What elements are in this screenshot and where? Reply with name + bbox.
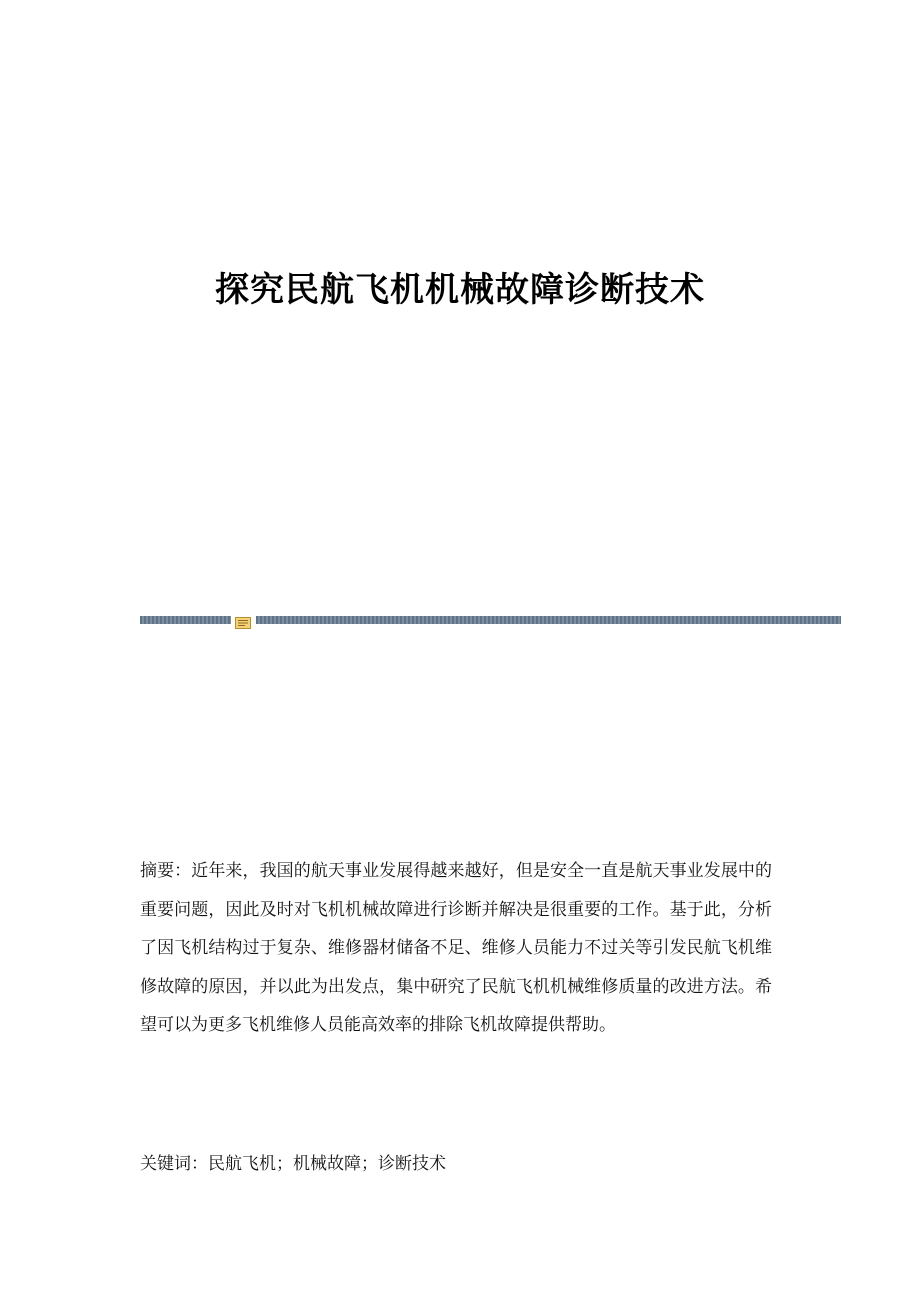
document-title: 探究民航飞机机械故障诊断技术 <box>215 270 705 310</box>
abstract-paragraph: 摘要：近年来，我国的航天事业发展得越来越好，但是安全一直是航天事业发展中的重要问题，因此及时对飞机机械故障进行诊断并解决是很重要的工作。基于此，分析了因飞机结构过于复杂、维修器材储备不足、维修人员能力不过关等引发民航飞机维修故障的原因，并以此为出发点，集中研究了民航飞机机械维修质量的改进方法。希望可以为更多飞机维修人员能高效率的排除飞机故障提供帮助。 <box>140 861 772 1036</box>
section-divider <box>140 614 841 626</box>
divider-bar-right <box>256 616 841 624</box>
divider-bar-left <box>140 616 231 624</box>
keywords-line: 关键词：民航飞机；机械故障；诊断技术 <box>140 1154 446 1174</box>
document-icon <box>235 614 251 626</box>
